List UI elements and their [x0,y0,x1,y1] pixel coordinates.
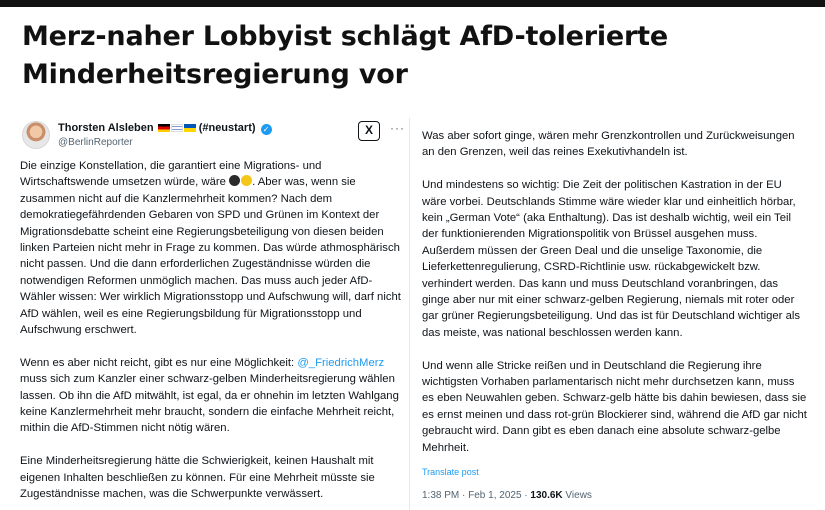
headline [22,18,802,94]
author-name[interactable]: Thorsten Alsleben [58,122,154,134]
paragraph-text: muss sich zum Kanzler einer schwarz-gelben Minderheitsregierung wählen lassen. Ob ihn die AfD mitwählt, ist egal, da er ohnehin im letzten Wahlgang keine Kanzlermehrheit mehr braucht, sondern die einfache Mehrheit reicht, mithin die AfD-Stimmen nicht nötig wären. [20,373,399,435]
verified-badge-icon[interactable]: ✓ [261,124,272,135]
views-label: Views [562,490,592,501]
avatar[interactable] [22,121,50,149]
grok-button[interactable]: X [358,121,380,141]
headline-line-2: Minderheitsregierung vor [22,59,408,90]
tweet-paragraph [20,158,405,338]
mention-link[interactable]: @_FriedrichMerz [297,356,385,369]
tweet-card-left [10,112,408,510]
timestamp[interactable]: 1:38 PM · Feb 1, 2025 · [422,490,531,501]
tweet-text-right [422,128,808,472]
paragraph-text: . Aber was, wenn sie zusammen nicht auf die Kanzlermehrheit kommen? Nach dem demokratiegefährdenden Gebaren von SPD und Grünen im Kontext der Migrationsdebatte scheint eine Regierungsbeteiligung von diesen beiden linken Parteien nicht mehr in Frage zu kommen. Das würde athmosphärisch nicht passen. Und die dann erforderlichen Zugeständnisse würden die notwendigen Reformen unmöglich machen. Das muss auch jeder AfD-Wähler wissen: Wer wirklich Migrationsstopp und Aufschwung will, darf nicht AfD wählen, weil es eine Regierungsbildung für Migrationsstopp und Aufschwung erschwert. [20,176,401,337]
more-options-icon[interactable]: ··· [390,121,405,135]
tweet-paragraph: Und mindestens so wichtig: Die Zeit der politischen Kastration in der EU wäre vorbei. Deutschlands Stimme wäre wieder klar und einheitlich hörbar, kein „German Vote“ (aka Enthaltung). Das ist deshalb wichtig, weil ein Teil der funktionierenden Migrationspolitik von Brüssel ausgehen muss. Außerdem müssen der Green Deal und die unselige Taxonomie, die Lieferkettenregulierung, CSRD-Richtlinie usw. rückabgewickelt bzw. verhindert werden. Das kann und muss Deutschland voranbringen, das ginge aber nur mit einer schwarz-gelben Regierung, niemals mit roter oder gar grüner Regierungsbeteiligung. Und das ist für Deutschland wichtiger als das meiste, was national beschlossen werden kann. [422,179,801,339]
israeli-flag-icon [171,124,183,132]
top-bar [0,0,825,7]
ukrainian-flag-icon [184,124,196,132]
german-flag-icon [158,124,170,132]
black-circle-icon [229,175,240,186]
author-tag: (#neustart) [198,122,256,134]
translate-post-link[interactable]: Translate post [422,467,479,477]
tweet-text-left [20,158,405,510]
paragraph-text: Die einzige Konstellation, die garantiert eine Migrations- und Wirtschaftswende umsetzen würde, wäre [20,160,322,189]
author-handle[interactable]: @BerlinReporter [58,137,133,148]
views-count: 130.6K [530,490,563,501]
tweet-card-right [410,112,815,510]
author-row [58,122,272,135]
paragraph-text: Wenn es aber nicht reicht, gibt es nur eine Möglichkeit: [20,356,295,369]
yellow-circle-icon [241,175,252,186]
tweet-paragraph [20,355,405,437]
tweet-paragraph: Und wenn alle Stricke reißen und in Deutschland die Regierung ihre wichtigsten Vorhaben parlamentarisch nicht mehr durchsetzen kann, muss es eben Neuwahlen geben. Schwarz-gelb hätte bis dahin bewiesen, dass sie es ernst meinen und dass rot-grün Blockierer sind, während die AfD gar nicht gebraucht wird. Dann gibt es eben danach eine absolute schwarz-gelbe Mehrheit. [422,359,807,454]
tweet-meta [422,490,592,501]
tweet-paragraph: Eine Minderheitsregierung hätte die Schwierigkeit, keinen Haushalt mit eigenen Inhalten beschließen zu können. Für eine Mehrheit müsste sie Zugeständnisse machen, was die Schwerpunkte verwässert. [20,455,375,501]
tweet-paragraph: Was aber sofort ginge, wären mehr Grenzkontrollen und Zurückweisungen an den Grenzen, weil das reines Exekutivhandeln ist. [422,130,795,159]
headline-line-1: Merz-naher Lobbyist schlägt AfD-tolerierte [22,21,668,52]
